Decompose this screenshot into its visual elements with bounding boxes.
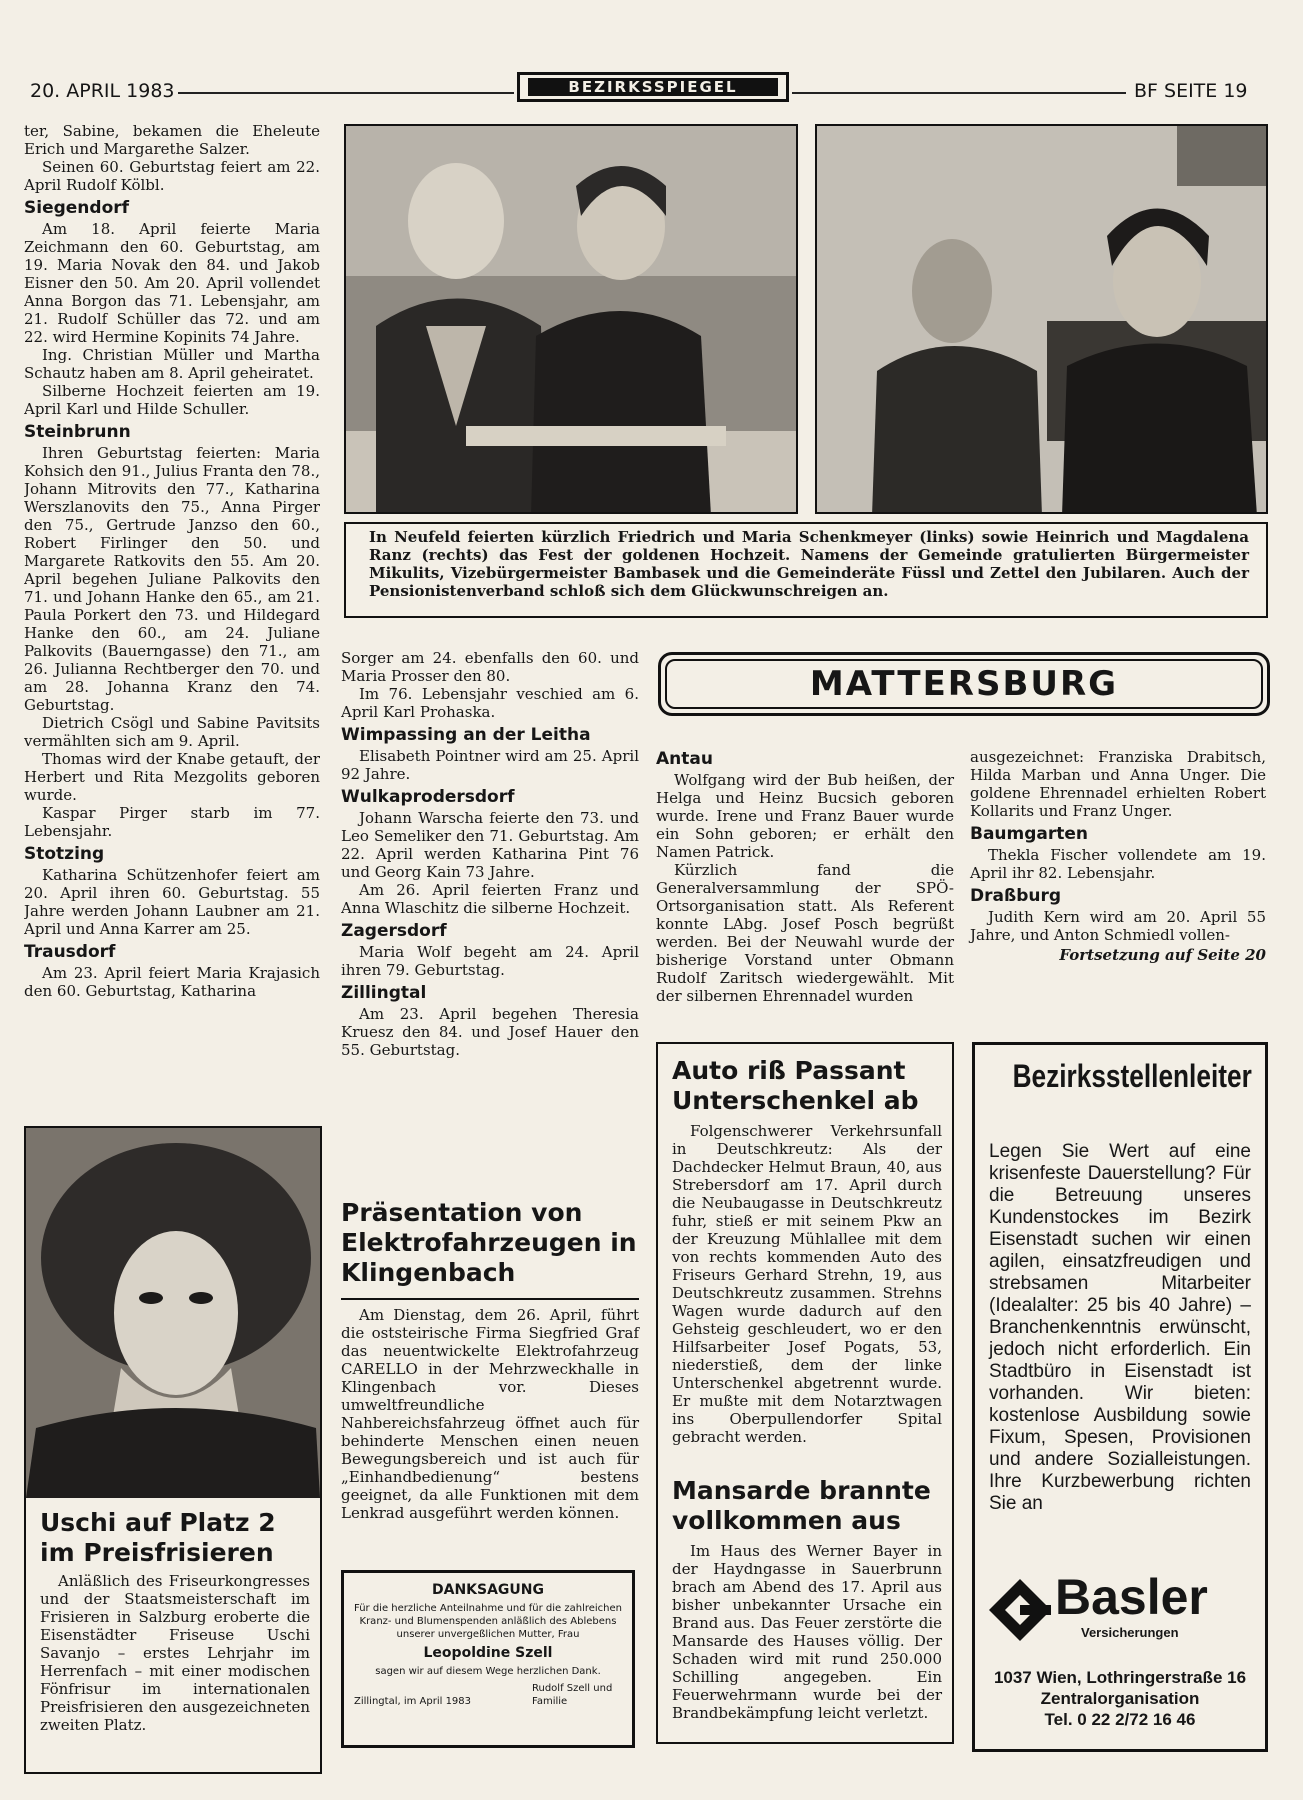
col2-section-paragraph: Johann Warscha feierte den 73. und Leo Semeliker den 71. Geburtstag. Am 22. April werden Katharina Pint 76 und Georg Kain 73 Jahre. (341, 809, 639, 881)
danksagung-name: Leopoldine Szell (423, 1645, 553, 1661)
section-banner (517, 72, 789, 102)
unfall-text-block (672, 1122, 942, 1446)
uschi-photo (26, 1128, 320, 1498)
job-ad-box (972, 1042, 1268, 1752)
header-rule-left (178, 92, 514, 94)
photo-schenkmeyer (344, 124, 798, 514)
col1-section-title: Trausdorf (24, 942, 116, 962)
col1-section-paragraph: Ihren Geburtstag feierten: Maria Kohsich den 91., Julius Franta den 78., Johann Mitrovits den 77., Katharina Werszlanovits den 75., Anna Pirger den 75., Gertrude Janzso den 60., Robert Firlinger den 50. und Margarete Ratkovits den 55. Am 20. April begehen Juliane Palkovits den 71. und Johann Hanke den 65., am 21. Paula Porkert den 73. und Hildegard Hanke den 60., am 24. Juliane Palkovits (Bauerngasse) den 71., am 26. Julianna Rechtberger den 70. und am 28. Johanna Kranz den 74. Geburtstag. (24, 444, 320, 714)
col1-section-paragraph: Dietrich Csögl und Sabine Pavitsits vermählten sich am 9. April. (24, 714, 320, 750)
col2-intro-1: Im 76. Lebensjahr veschied am 6. April Karl Prohaska. (341, 685, 639, 721)
col1-section-title: Steinbrunn (24, 422, 131, 442)
column-middle (341, 649, 639, 1159)
column-antau (656, 745, 954, 1005)
basler-org: Zentralorganisation (1040, 1689, 1200, 1708)
col1-section-paragraph: Ing. Christian Müller und Martha Schautz haben am 8. April geheiratet. (24, 346, 320, 382)
danksagung-title: DANKSAGUNG (431, 1582, 544, 1598)
col2-section-title: Wimpassing an der Leitha (341, 725, 591, 745)
photo-caption: In Neufeld feierten kürzlich Friedrich und Maria Schenkmeyer (links) sowie Heinrich und Magdalena Ranz (rechts) das Fest der goldenen Hochzeit. Namens der Gemeinde gratulierten Bürgermeister Mikulits, Vizebürgermeister Bambasek und die Gemeinderäte Füssl und Zettel den Jubilaren. Auch der Pensionistenverband schloß sich dem Glückwunschreigen an. (369, 528, 1249, 600)
section-title: BEZIRKSSPIEGEL (528, 78, 778, 96)
col1-section-paragraph: Am 23. April feiert Maria Krajasich den 60. Geburtstag, Katharina (24, 964, 320, 1000)
col1-section-title: Siegendorf (24, 198, 130, 218)
mattersburg-banner (658, 652, 1270, 716)
col1-intro-0: ter, Sabine, bekamen die Eheleute Erich und Margarethe Salzer. (24, 122, 320, 158)
mansarde-title: Mansarde brannte vollkommen aus (672, 1476, 931, 1535)
col1-section-title: Stotzing (24, 844, 105, 864)
header-rule-right (792, 92, 1126, 94)
basler-logo-icon (989, 1579, 1051, 1641)
baumgarten-title: Baumgarten (970, 824, 1089, 844)
news-box (656, 1042, 954, 1744)
uschi-title: Uschi auf Platz 2 im Preisfrisieren (40, 1508, 276, 1567)
antau-title: Antau (656, 749, 713, 769)
photo-ranz (815, 124, 1268, 514)
mattersburg-title: MATTERSBURG (809, 664, 1119, 704)
col2-section-title: Wulkaprodersdorf (341, 787, 515, 807)
uschi-box (24, 1126, 322, 1774)
col2-section-title: Zagersdorf (341, 921, 447, 941)
col1-section-paragraph: Katharina Schützenhofer feiert am 20. April ihren 60. Geburtstag. 55 Jahre werden Johann Laubner am 21. April und Anna Karrer am 25. (24, 866, 320, 938)
header-date: 20. APRIL 1983 (30, 80, 175, 102)
basler-tel: Tel. 0 22 2/72 16 46 (1044, 1710, 1196, 1729)
drassburg-text: Judith Kern wird am 20. April 55 Jahre, und Anton Schmiedl vollen- (970, 908, 1266, 944)
basler-brand-sub: Versicherungen (1081, 1625, 1179, 1640)
basler-address-line: 1037 Wien, Lothringerstraße 16 (993, 1668, 1247, 1687)
basler-address (985, 1667, 1255, 1730)
col1-section-paragraph: Thomas wird der Knabe getauft, der Herbert und Rita Mezgolits geboren wurde. (24, 750, 320, 804)
photo-ranz-image (817, 126, 1268, 514)
job-ad-text: Legen Sie Wert auf eine krisenfeste Dauerstellung? Für die Betreuung unseres Kundenstockes im Bezirk Eisenstadt suchen wir einen agilen, einsatzfreudigen und strebsamen Mitarbeiter (Idealalter: 25 bis 40 Jahre) – Branchenkenntnis erwünscht, jedoch nicht erforderlich. Ein Stadtbüro in Eisenstadt ist vorhanden. Wir bieten: kostenlose Ausbildung sowie Fixum, Spesen, Provisionen und andere Sozialleistungen. Ihre Kurzbewerbung richten Sie an (989, 1141, 1251, 1514)
col2-section-paragraph: Am 26. April feierten Franz und Anna Wlaschitz die silberne Hochzeit. (341, 881, 639, 917)
danksagung-signed: Rudolf Szell und Familie (532, 1683, 613, 1707)
photo-schenkmeyer-image (346, 126, 798, 514)
header-page: BF SEITE 19 (1134, 80, 1248, 102)
basler-logo (989, 1569, 1251, 1647)
col1-section-paragraph: Kaspar Pirger starb im 77. Lebensjahr. (24, 804, 320, 840)
mansarde-text-block (672, 1542, 942, 1722)
col1-section-paragraph: Am 18. April feierte Maria Zeichmann den 60. Geburtstag, am 19. Maria Novak den 84. und Jakob Eisner den 50. Am 20. April vollendet Anna Borgon das 71. Lebensjahr, am 21. Rudolf Schüller das 72. und am 22. wird Hermine Kopinits 74 Jahre. (24, 220, 320, 346)
col2-section-paragraph: Maria Wolf begeht am 24. April ihren 79. Geburtstag. (341, 943, 639, 979)
col1-intro-1: Seinen 60. Geburtstag feiert am 22. April Rudolf Kölbl. (24, 158, 320, 194)
continued-note: Fortsetzung auf Seite 20 (1059, 946, 1266, 964)
basler-brand: Basler (1055, 1569, 1208, 1625)
unfall-title: Auto riß Passant Unterschenkel ab (672, 1056, 919, 1115)
danksagung-box (341, 1570, 635, 1748)
uschi-text-block (40, 1572, 310, 1734)
danksagung-text2: sagen wir auf diesem Wege herzlichen Dank. (375, 1666, 601, 1677)
elektro-text-block (341, 1306, 639, 1522)
antau-para-1: Wolfgang wird der Bub heißen, der Helga und Heinz Bucsich geboren wurde. Irene und Franz Bauer wurde ein Sohn geboren; er erhält den Namen Patrick. (656, 771, 954, 861)
unfall-text: Folgenschwerer Verkehrsunfall in Deutschkreutz: Als der Dachdecker Helmut Braun, 40, aus Strebersdorf am 17. April durch die Neubaugasse in Deutschkreutz fuhr, stieß er mit seinem Pkw an der Kreuzung Mühlallee mit dem von rechts kommenden Auto des Friseurs Gerhard Strehn, 19, aus Deutschkreutz zusammen. Strehns Wagen wurde dadurch auf den Gehsteig geschleudert, wo er den Hilfsarbeiter Josef Pogats, 53, niederstieß, dem der linke Unterschenkel abgetrennt wurde. Er mußte mit dem Notarztwagen ins Oberpullendorfer Spital gebracht werden. (672, 1122, 942, 1446)
mansarde-text: Im Haus des Werner Bayer in der Haydngasse in Sauerbrunn brach am Abend des 17. April aus bisher unbekannter Ursache ein Brand aus. Das Feuer zerstörte die Mansarde des Hauses völlig. Der Schaden wird mit rund 250.000 Schilling angegeben. Ein Feuerwehrmann wurde bei der Brandbekämpfung leicht verletzt. (672, 1542, 942, 1722)
danksagung-place: Zillingtal, im April 1983 (354, 1696, 472, 1707)
column-left (24, 122, 320, 1107)
elektro-title: Präsentation von Elektrofahrzeugen in Klingenbach (341, 1198, 637, 1287)
danksagung-text: Für die herzliche Anteilnahme und für die zahlreichen Kranz- und Blumenspenden anläßlich des Ablebens unserer unvergeßlichen Mutter, Frau (354, 1603, 622, 1640)
drassburg-title: Draßburg (970, 886, 1062, 906)
col2-section-paragraph: Am 23. April begehen Theresia Kruesz den 84. und Josef Hauer den 55. Geburtstag. (341, 1005, 639, 1059)
job-ad-title: Bezirksstellenleiter (1012, 1058, 1252, 1094)
baumgarten-text: Thekla Fischer vollendete am 19. April ihr 82. Lebensjahr. (970, 846, 1266, 882)
elektro-text: Am Dienstag, dem 26. April, führt die oststeirische Firma Siegfried Graf das neuentwickelte Elektrofahrzeug CARELLO in der Mehrzweckhalle in Klingenbach vor. Dieses umweltfreundliche Nahbereichsfahrzeug öffnet auch für behinderte Menschen einen neuen Bewegungsbereich und ist auch für „Einhandbedienung“ bestens geeignet, da alle Funktionen mit dem Lenkrad ausgeführt werden können. (341, 1306, 639, 1522)
mattersburg-right-intro: ausgezeichnet: Franziska Drabitsch, Hilda Marban und Anna Unger. Die goldene Ehrennadel erhielten Robert Kollarits und Franz Unger. (970, 748, 1266, 820)
col2-section-title: Zillingtal (341, 983, 427, 1003)
col1-section-paragraph: Silberne Hochzeit feierten am 19. April Karl und Hilde Schuller. (24, 382, 320, 418)
column-mattersburg-right (970, 748, 1266, 964)
elektro-rule (341, 1298, 639, 1300)
uschi-text: Anläßlich des Friseurkongresses und der Staatsmeisterschaft im Frisieren in Salzburg eroberte die Eisenstädter Friseuse Uschi Savanjo – erstes Lehrjahr im Herrenfach – mit einer modischen Fönfrisur im internationalen Preisfrisieren den ausgezeichneten zweiten Platz. (40, 1572, 310, 1734)
col2-section-paragraph: Elisabeth Pointner wird am 25. April 92 Jahre. (341, 747, 639, 783)
antau-para-2: Kürzlich fand die Generalversammlung der SPÖ-Ortsorganisation statt. Als Referent konnte LAbg. Josef Posch begrüßt werden. Bei der Neuwahl wurde der bisherige Vorstand unter Obmann Rudolf Zaritsch wiedergewählt. Mit der silbernen Ehrennadel wurden (656, 861, 954, 1005)
col2-intro-0: Sorger am 24. ebenfalls den 60. und Maria Prosser den 80. (341, 649, 639, 685)
